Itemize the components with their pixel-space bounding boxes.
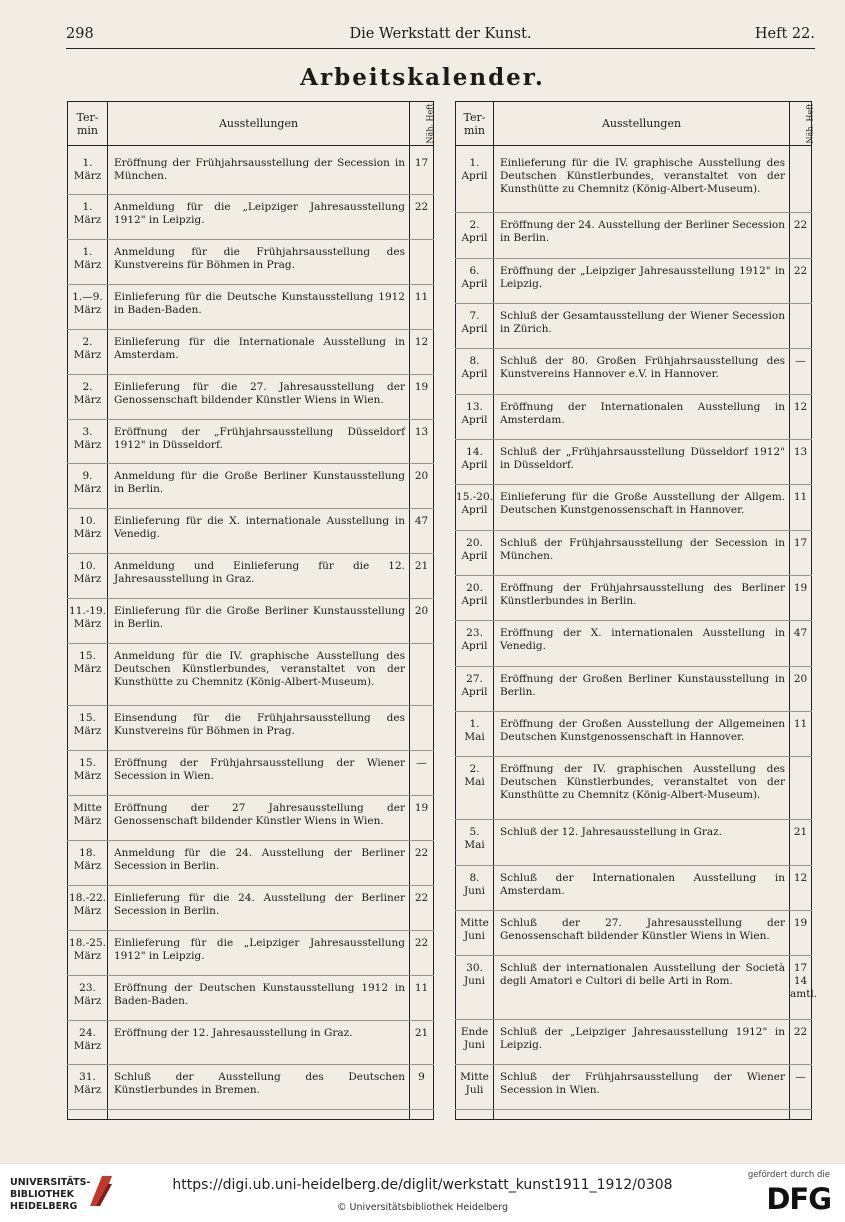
- entry-issue: —: [410, 751, 434, 796]
- calendar-entry: [456, 151, 812, 213]
- entry-text: Schluß der 12. Jahresausstellung in Graz.: [494, 820, 790, 865]
- entry-text: Schluß der Gesamtausstellung der Wiener Secession in Zürich.: [494, 304, 790, 349]
- entry-text: Schluß der Internationalen Ausstellung in Amsterdam.: [494, 865, 790, 910]
- entry-date: 2. Mai: [456, 757, 494, 820]
- calendar-entry: [68, 284, 434, 329]
- calendar-entry: [68, 240, 434, 285]
- entry-date: 7. April: [456, 304, 494, 349]
- entry-text: Eröffnung der IV. graphischen Ausstellung des Deutschen Künstlerbundes, veranstaltet von der Kunsthütte zu Chemnitz (König-Albert-Museum).: [494, 757, 790, 820]
- entry-issue: 21: [790, 820, 812, 865]
- entry-date: 1. März: [68, 151, 108, 195]
- entry-text: Einlieferung für die Internationale Ausstellung in Amsterdam.: [108, 329, 410, 374]
- entry-date: 2. April: [456, 213, 494, 258]
- entry-issue: 12: [790, 394, 812, 439]
- library-logo-text: UNIVERSITÄTS- BIBLIOTHEK HEIDELBERG: [10, 1177, 91, 1212]
- entry-date: 11.-19. März: [68, 599, 108, 644]
- calendar-entry: [68, 464, 434, 509]
- entry-date: 30. Juni: [456, 956, 494, 1019]
- calendar-entry: [68, 1065, 434, 1110]
- entry-issue: 47: [790, 621, 812, 666]
- entry-text: Eröffnung der Frühjahrsausstellung der Secession in München.: [108, 151, 410, 195]
- entry-date: 2. März: [68, 329, 108, 374]
- entry-date: 3. März: [68, 419, 108, 464]
- calendar-entry: [456, 1064, 812, 1109]
- entry-date: 8. April: [456, 349, 494, 394]
- entry-text: Schluß der 80. Großen Frühjahrsausstellung des Kunstvereins Hannover e.V. in Hannover.: [494, 349, 790, 394]
- calendar-entry: [456, 956, 812, 1019]
- page-number: 298: [66, 26, 94, 42]
- calendar-entry: [68, 841, 434, 886]
- entry-date: 15. März: [68, 643, 108, 706]
- entry-issue: [790, 304, 812, 349]
- calendar-entry: [68, 643, 434, 706]
- entry-date: 27. April: [456, 666, 494, 711]
- copyright-notice: © Universitätsbibliothek Heidelberg: [336, 1202, 508, 1213]
- calendar-entry: [456, 440, 812, 485]
- entry-date: 8. Juni: [456, 865, 494, 910]
- entry-date: 23. März: [68, 975, 108, 1020]
- entry-text: Schluß der Frühjahrsausstellung der Wiener Secession in Wien.: [494, 1064, 790, 1109]
- entry-text: Eröffnung der 27 Jahresausstellung der Genossenschaft bildender Künstler Wiens in Wien.: [108, 796, 410, 841]
- entry-issue: [790, 757, 812, 820]
- entry-date: 13. April: [456, 394, 494, 439]
- entry-issue: 20: [410, 599, 434, 644]
- calendar-entry: [456, 757, 812, 820]
- entry-text: Eröffnung der X. internationalen Ausstellung in Venedig.: [494, 621, 790, 666]
- calendar-entry: [456, 1019, 812, 1064]
- entry-issue: 17: [790, 530, 812, 575]
- entry-text: Eröffnung der Großen Berliner Kunstausstellung in Berlin.: [494, 666, 790, 711]
- calendar-entry: [68, 1020, 434, 1065]
- entry-text: Eröffnung der Internationalen Ausstellung in Amsterdam.: [494, 394, 790, 439]
- calendar-entry: [456, 621, 812, 666]
- calendar-entry: [68, 554, 434, 599]
- calendar-entry: [68, 599, 434, 644]
- entry-issue: 20: [410, 464, 434, 509]
- entry-issue: 21: [410, 1020, 434, 1065]
- column-header-date: Ter- min: [456, 102, 494, 146]
- entry-issue: 12: [410, 329, 434, 374]
- column-header-exhibitions: Ausstellungen: [108, 102, 410, 146]
- entry-issue: 11: [790, 485, 812, 530]
- entry-date: 1. Mai: [456, 711, 494, 756]
- calendar-entry: [68, 751, 434, 796]
- entry-issue: [410, 706, 434, 751]
- entry-issue: 9: [410, 1065, 434, 1110]
- entry-text: Anmeldung für die Frühjahrsausstellung des Kunstvereins für Böhmen in Prag.: [108, 240, 410, 285]
- entry-issue: 19: [790, 911, 812, 956]
- entry-issue: 19: [410, 796, 434, 841]
- calendar-entry: [456, 911, 812, 956]
- entry-issue: 22: [410, 841, 434, 886]
- calendar-entry: [68, 975, 434, 1020]
- entry-date: 31. März: [68, 1065, 108, 1110]
- entry-issue: 13: [790, 440, 812, 485]
- calendar-table-left: [67, 101, 434, 1120]
- entry-text: Einlieferung für die IV. graphische Ausstellung des Deutschen Künstlerbundes, veranstaltet von der Kunsthütte zu Chemnitz (König-Albert-Museum).: [494, 151, 790, 213]
- entry-text: Einlieferung für die X. internationale Ausstellung in Venedig.: [108, 509, 410, 554]
- entry-issue: —: [790, 1064, 812, 1109]
- calendar-entry: [456, 304, 812, 349]
- funded-by-label: gefördert durch die: [747, 1170, 830, 1180]
- entry-date: Ende Juni: [456, 1019, 494, 1064]
- entry-date: 18.-22. März: [68, 885, 108, 930]
- entry-issue: 22: [410, 885, 434, 930]
- entry-issue: [410, 240, 434, 285]
- calendar-entry: [68, 509, 434, 554]
- entry-date: Mitte Juni: [456, 911, 494, 956]
- calendar-entry: [456, 213, 812, 258]
- entry-issue: 11: [410, 975, 434, 1020]
- entry-text: Einlieferung für die 27. Jahresausstellung der Genossenschaft bildender Künstler Wiens in Wien.: [108, 374, 410, 419]
- calendar-entry: [68, 419, 434, 464]
- entry-issue: 20: [790, 666, 812, 711]
- column-header-date: Ter- min: [68, 102, 108, 146]
- entry-text: Eröffnung der Frühjahrsausstellung der Wiener Secession in Wien.: [108, 751, 410, 796]
- entry-date: Mitte Juli: [456, 1064, 494, 1109]
- calendar-entry: [68, 151, 434, 195]
- entry-issue: 22: [410, 195, 434, 240]
- entry-date: 10. März: [68, 509, 108, 554]
- column-header-issue: Näh. Heft: [410, 102, 434, 146]
- entry-text: Eröffnung der 24. Ausstellung der Berliner Secession in Berlin.: [494, 213, 790, 258]
- entry-issue: 22: [410, 930, 434, 975]
- entry-issue: 17: [410, 151, 434, 195]
- entry-text: Eröffnung der 12. Jahresausstellung in Graz.: [108, 1020, 410, 1065]
- entry-text: Schluß der Frühjahrsausstellung der Secession in München.: [494, 530, 790, 575]
- entry-date: 15. März: [68, 706, 108, 751]
- entry-text: Schluß der „Leipziger Jahresausstellung 1912" in Leipzig.: [494, 1019, 790, 1064]
- entry-issue: 11: [410, 284, 434, 329]
- calendar-entry: [456, 349, 812, 394]
- calendar-entry: [456, 865, 812, 910]
- journal-title: Die Werkstatt der Kunst.: [349, 26, 532, 42]
- entry-text: Einlieferung für die Deutsche Kunstausstellung 1912 in Baden-Baden.: [108, 284, 410, 329]
- entry-date: 18. März: [68, 841, 108, 886]
- entry-date: 15.-20. April: [456, 485, 494, 530]
- calendar-entry: [68, 374, 434, 419]
- entry-issue: 19: [790, 575, 812, 620]
- calendar-entry: [456, 820, 812, 865]
- entry-date: 20. April: [456, 575, 494, 620]
- entry-issue: 22: [790, 1019, 812, 1064]
- entry-text: Anmeldung für die IV. graphische Ausstellung des Deutschen Künstlerbundes, veranstaltet von der Kunsthütte zu Chemnitz (König-Albert-Museum).: [108, 643, 410, 706]
- calendar-entry: [456, 530, 812, 575]
- entry-issue: 13: [410, 419, 434, 464]
- entry-text: Schluß der „Frühjahrsausstellung Düsseldorf 1912" in Düsseldorf.: [494, 440, 790, 485]
- entry-date: Mitte März: [68, 796, 108, 841]
- entry-issue: [790, 151, 812, 213]
- calendar-entry: [68, 796, 434, 841]
- entry-date: 9. März: [68, 464, 108, 509]
- entry-text: Einlieferung für die Große Berliner Kunstausstellung in Berlin.: [108, 599, 410, 644]
- entry-date: 24. März: [68, 1020, 108, 1065]
- calendar-entry: [456, 575, 812, 620]
- column-header-exhibitions: Ausstellungen: [494, 102, 790, 146]
- calendar-table-right: [455, 101, 818, 1120]
- entry-date: 6. April: [456, 258, 494, 303]
- entry-text: Schluß der 27. Jahresausstellung der Genossenschaft bildender Künstler Wiens in Wien.: [494, 911, 790, 956]
- entry-text: Eröffnung der Großen Ausstellung der Allgemeinen Deutschen Kunstgenossenschaft in Hannover.: [494, 711, 790, 756]
- calendar-entry: [456, 485, 812, 530]
- column-header-issue: Näh. Heft: [790, 102, 812, 146]
- calendar-entry: [68, 930, 434, 975]
- calendar-title: Arbeitskalender.: [300, 64, 545, 91]
- calendar-entry: [68, 885, 434, 930]
- entry-date: 2. März: [68, 374, 108, 419]
- calendar-entry: [68, 195, 434, 240]
- entry-text: Anmeldung und Einlieferung für die 12. Jahresausstellung in Graz.: [108, 554, 410, 599]
- entry-date: 15. März: [68, 751, 108, 796]
- entry-text: Einlieferung für die 24. Ausstellung der Berliner Secession in Berlin.: [108, 885, 410, 930]
- entry-text: Anmeldung für die Große Berliner Kunstausstellung in Berlin.: [108, 464, 410, 509]
- entry-text: Anmeldung für die 24. Ausstellung der Berliner Secession in Berlin.: [108, 841, 410, 886]
- issue-number: Heft 22.: [754, 26, 815, 42]
- entry-text: Eröffnung der „Leipziger Jahresausstellung 1912" in Leipzig.: [494, 258, 790, 303]
- entry-issue: 22: [790, 258, 812, 303]
- entry-issue: 19: [410, 374, 434, 419]
- entry-text: Eröffnung der Deutschen Kunstausstellung 1912 in Baden-Baden.: [108, 975, 410, 1020]
- dfg-logo: DFG: [766, 1182, 831, 1216]
- entry-issue: 21: [410, 554, 434, 599]
- entry-text: Einlieferung für die Große Ausstellung der Allgem. Deutschen Kunstgenossenschaft in Hannover.: [494, 485, 790, 530]
- entry-date: 1. März: [68, 195, 108, 240]
- entry-issue: 12: [790, 865, 812, 910]
- entry-issue: 11: [790, 711, 812, 756]
- entry-date: 1.—9. März: [68, 284, 108, 329]
- entry-date: 10. März: [68, 554, 108, 599]
- entry-issue: [410, 643, 434, 706]
- entry-text: Einlieferung für die „Leipziger Jahresausstellung 1912" in Leipzig.: [108, 930, 410, 975]
- entry-issue: 22: [790, 213, 812, 258]
- entry-date: 14. April: [456, 440, 494, 485]
- entry-text: Eröffnung der „Frühjahrsausstellung Düsseldorf 1912" in Düsseldorf.: [108, 419, 410, 464]
- entry-issue: 17 14 amtl.: [790, 956, 812, 1019]
- calendar-entry: [456, 666, 812, 711]
- entry-date: 1. April: [456, 151, 494, 213]
- running-header: [66, 26, 815, 48]
- entry-text: Eröffnung der Frühjahrsausstellung des Berliner Künstlerbundes in Berlin.: [494, 575, 790, 620]
- viewer-footer: [0, 1163, 845, 1222]
- calendar-entry: [456, 258, 812, 303]
- entry-text: Schluß der Ausstellung des Deutschen Künstlerbundes in Bremen.: [108, 1065, 410, 1110]
- entry-date: 20. April: [456, 530, 494, 575]
- calendar-entry: [456, 711, 812, 756]
- entry-issue: —: [790, 349, 812, 394]
- entry-text: Schluß der internationalen Ausstellung der Società degli Amatori e Cultori di belle Arti in Rom.: [494, 956, 790, 1019]
- calendar-entry: [68, 329, 434, 374]
- entry-text: Anmeldung für die „Leipziger Jahresausstellung 1912" in Leipzig.: [108, 195, 410, 240]
- entry-issue: 47: [410, 509, 434, 554]
- header-rule: [66, 48, 815, 49]
- calendar-entry: [456, 394, 812, 439]
- entry-date: 23. April: [456, 621, 494, 666]
- entry-date: 18.-25. März: [68, 930, 108, 975]
- permalink[interactable]: https://digi.ub.uni-heidelberg.de/diglit/werkstatt_kunst1911_1912/0308: [172, 1177, 673, 1193]
- entry-date: 5. Mai: [456, 820, 494, 865]
- entry-text: Einsendung für die Frühjahrsausstellung des Kunstvereins für Böhmen in Prag.: [108, 706, 410, 751]
- calendar-entry: [68, 706, 434, 751]
- entry-date: 1. März: [68, 240, 108, 285]
